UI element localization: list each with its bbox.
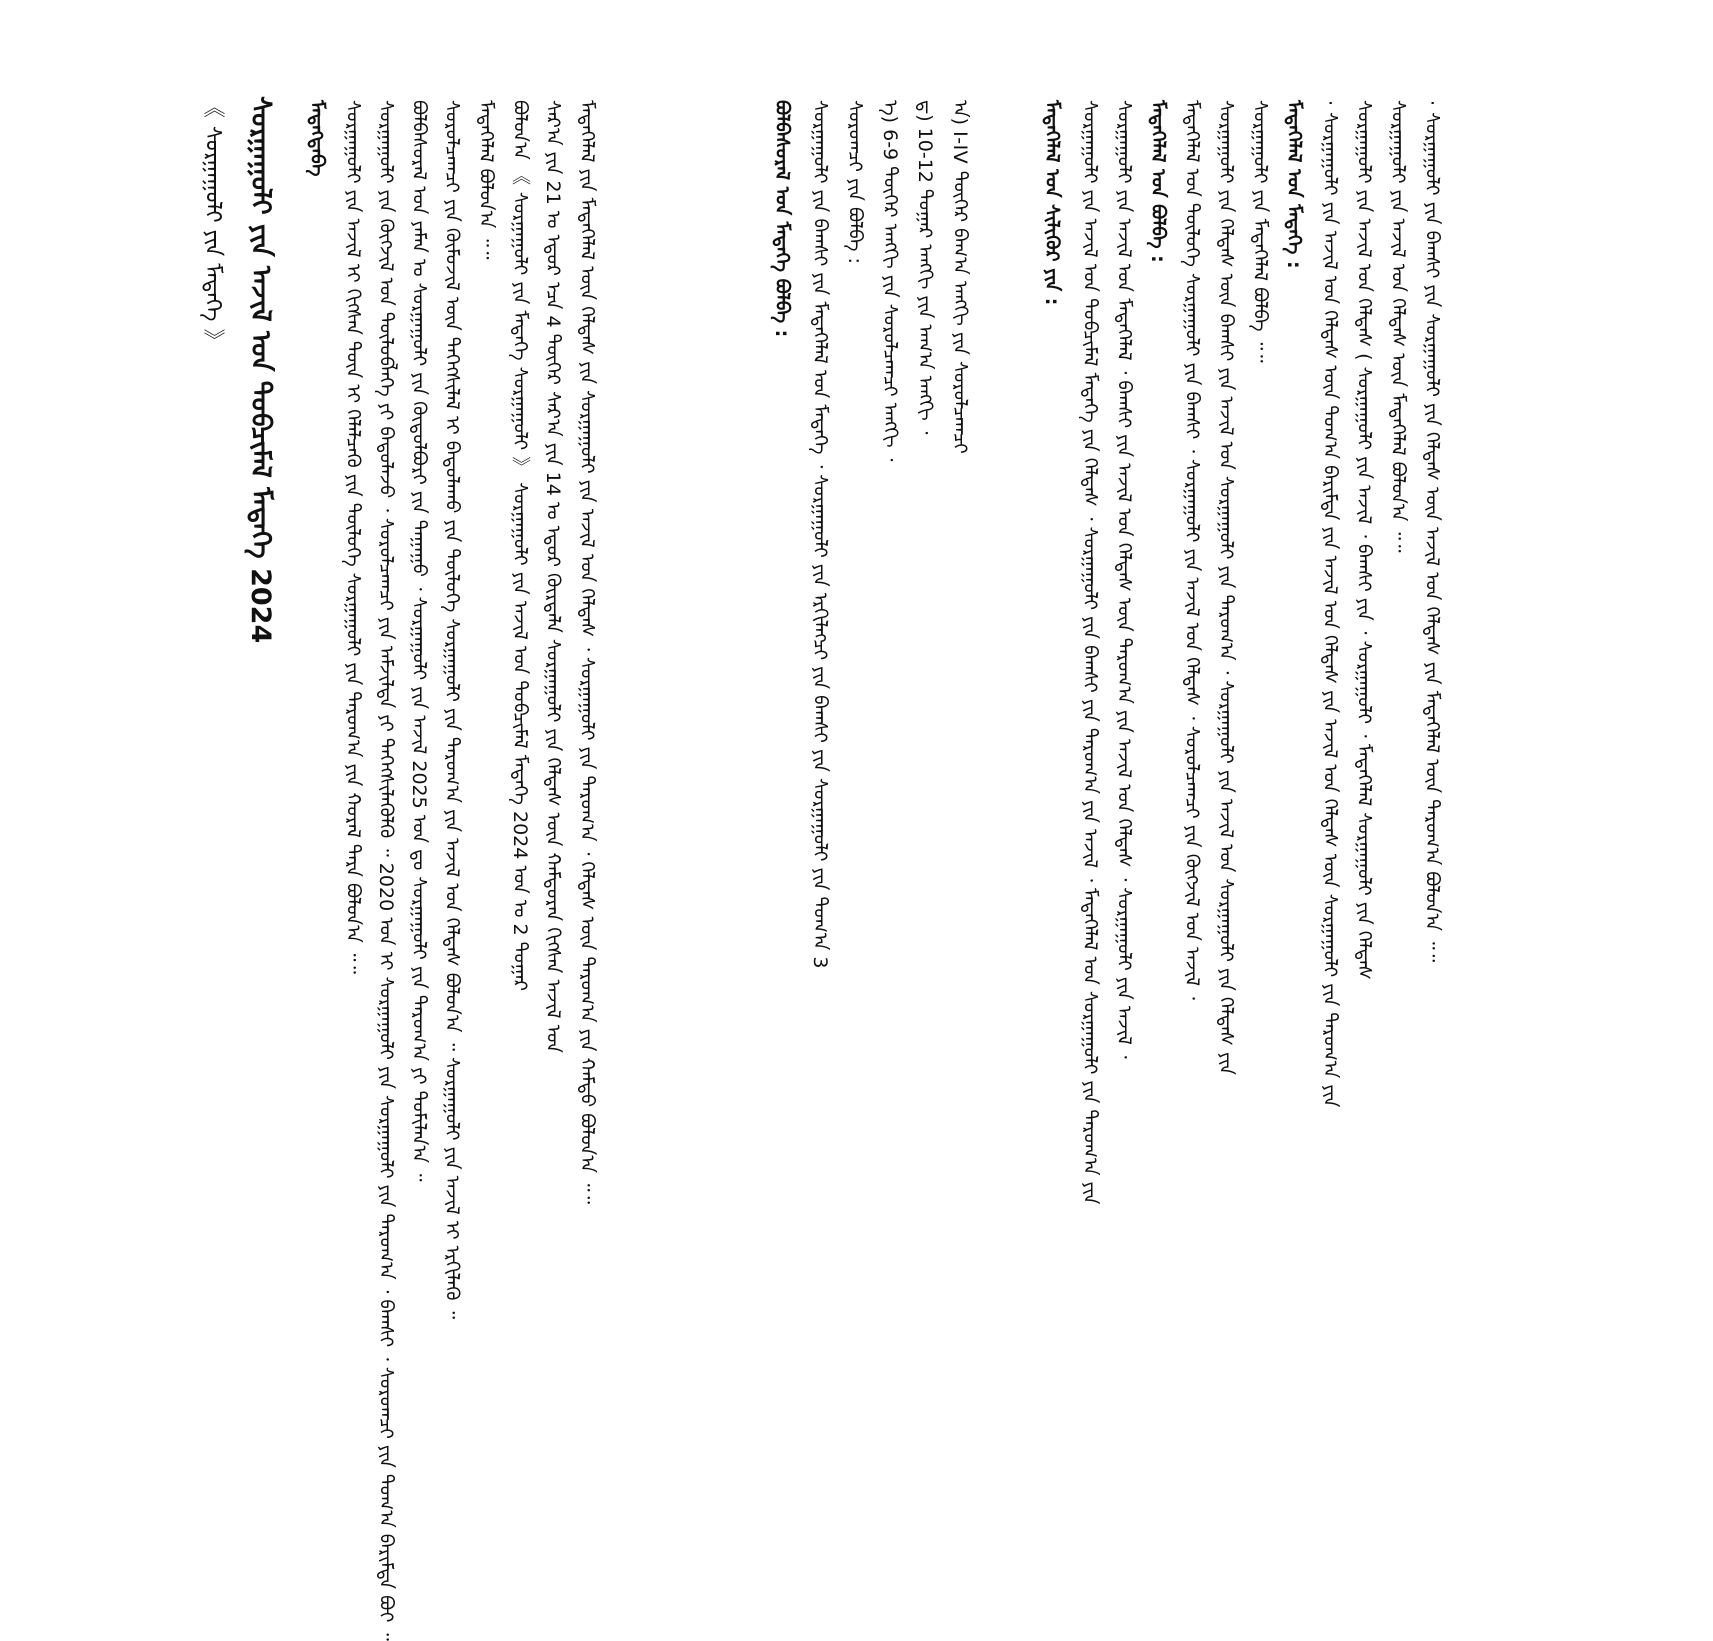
body-column: · ᠰᠤᠷᠭᠠᠭᠤᠯᠢ ᠶᠢᠨ ᠠᠵᠢᠯ ᠤᠨ ᠬᠡᠯᠲᠡᠰ ᠦᠨ ᠲᠣᠭ᠎ᠠ ᠪᠠᠷᠢᠮᠲᠠ ᠶᠢᠨ ᠠᠵᠢᠯ ᠤᠨ ᠬᠡᠯᠲᠡᠰ ᠶᠢᠨ ᠠᠵᠢᠯ ᠤᠨ ᠬᠡᠯᠲᠡᠰ ᠦᠨ ᠰᠤᠷᠭᠠᠭᠤᠯᠢ ᠶᠢᠨ ᠳᠠᠷᠤᠭ᠎ᠠ ᠶᠢᠨ (1319, 100, 1341, 1108)
body-column: ᠰᠤᠷᠭᠠᠭᠤᠯᠢ ᠶᠢᠨ ᠠᠵᠢᠯ ᠢ ᠬᠢᠭᠰᠡᠨ ᠳᠦᠨ ᠢ ᠬᠡᠯᠡᠯᠴᠡᠬᠦ ᠶᠢᠨ ᠲᠥᠯᠥᠭᠡ ᠰᠤᠷᠭᠠᠭᠤᠯᠢ ᠶᠢᠨ ᠳᠠᠷᠤᠭ᠎ᠠ ᠶᠢᠨ ᠬᠤᠷᠠᠯ ᠲᠡᠷᠡ ᠪᠣᠯᠤᠨ᠎ᠠ ᠃᠃ (342, 100, 364, 974)
body-column: ᠰᠤᠷᠤᠭᠴᠢ ᠶᠢᠨ ᠪᠣᠯᠪᠠ : (844, 100, 866, 264)
body-column: ᠰᠤᠷᠭᠠᠭᠤᠯᠢ ᠶᠢᠨ ᠮᠡᠳᠡᠭᠡᠯᠡᠯ ᠪᠣᠯᠪᠠ ᠃᠃ (1249, 100, 1271, 363)
list-item: ᠳ) 10-12 ᠳᠤᠭᠠᠷ ᠠᠩᠭᠢ ᠶᠢᠨ ᠠᠬ᠎ᠠ ᠠᠩᠭᠢ ᠂ (914, 100, 936, 435)
body-column: ᠮᠡᠳᠡᠭᠡᠯᠡᠯ ᠪᠣᠯᠤᠨ᠎ᠠ ᠃᠃ (475, 100, 497, 260)
body-column: ᠰᠠᠷ᠎ᠠ ᠶᠢᠨ 21 ᠤ ᠡᠳᠦᠷ ᠡᠴᠡ 4 ᠳᠦᠭᠡᠷ ᠰᠠᠷ᠎ᠠ ᠶᠢᠨ 14 ᠤ ᠡᠳᠦᠷ ᠬᠦᠷᠲᠡᠯᠡ ᠰᠤᠷᠭᠠᠭᠤᠯᠢ ᠶᠢᠨ ᠬᠡᠯᠲᠡᠰ ᠦᠨ ᠬᠠᠮᠲᠤᠷᠠᠨ ᠬᠢᠭᠰᠡᠨ ᠠᠵᠢᠯ ᠤᠨ (542, 100, 564, 1053)
body-column: ᠪᠣᠯᠪᠠᠰᠤᠷᠠᠯ ᠤᠨ ᠶᠠᠮᠠᠨ ᠤ ᠰᠤᠷᠭᠠᠭᠤᠯᠢ ᠶᠢᠨ ᠬᠥᠲᠦᠯᠪᠦᠷᠢ ᠶᠢᠨ ᠳᠠᠭᠠᠭᠤ ᠂ ᠰᠤᠷᠭᠠᠭᠤᠯᠢ ᠶᠢᠨ ᠠᠵᠢᠯ 2025 ᠣᠨ ᠳᠤ ᠰᠤᠷᠭᠠᠭᠤᠯᠢ ᠶᠢᠨ ᠳᠠᠷᠤᠭ᠎ᠠ ᠶᠢ ᠲᠣᠮᠢᠯᠠᠨ᠎ᠠ ᠃ (408, 100, 430, 1182)
section-heading: ᠪᠣᠯᠪᠠᠰᠤᠷᠠᠯ ᠤᠨ ᠮᠡᠳᠡᠭᠡ ᠪᠣᠯᠪᠠ : (771, 100, 793, 338)
body-column: ᠮᠡᠳᠡᠭᠡᠯᠡᠯ ᠤᠨ ᠲᠥᠯᠥᠭᠡ ᠰᠤᠷᠭᠠᠭᠤᠯᠢ ᠶᠢᠨ ᠪᠠᠭᠰᠢ ᠂ ᠰᠤᠷᠭᠠᠭᠤᠯᠢ ᠶᠢᠨ ᠠᠵᠢᠯ ᠤᠨ ᠬᠡᠯᠲᠡᠰ ᠂ ᠰᠤᠷᠤᠯᠴᠠᠭᠴᠢ ᠶᠢᠨ ᠬᠥᠭᠵᠢᠯ ᠤᠨ ᠠᠵᠢᠯ ᠂ (1181, 100, 1203, 1000)
document-title: ᠰᠤᠷᠭᠠᠭᠤᠯᠢ ᠶᠢᠨ ᠠᠵᠢᠯ ᠤᠨ ᠲᠣᠪᠴᠢᠮᠠᠯ ᠮᠡᠳᠡᠭᠡ 2024 (245, 96, 276, 644)
body-column: ᠰᠤᠷᠭᠠᠭᠤᠯᠢ ᠶᠢᠨ ᠠᠵᠢᠯ ᠤᠨ ᠲᠣᠪᠴᠢᠮᠠᠯ ᠮᠡᠳᠡᠭᠡ ᠶᠢᠨ ᠬᠡᠯᠲᠡᠰ ᠂ ᠰᠤᠷᠭᠠᠭᠤᠯᠢ ᠶᠢᠨ ᠪᠠᠭᠰᠢ ᠶᠢᠨ ᠳᠠᠷᠤᠭ᠎ᠠ ᠶᠢᠨ ᠠᠵᠢᠯ ᠂ ᠮᠡᠳᠡᠭᠡᠯᠡᠯ ᠤᠨ ᠰᠤᠷᠭᠠᠭᠤᠯᠢ ᠶᠢᠨ ᠳᠠᠷᠤᠭ᠎ᠠ ᠶᠢᠨ (1079, 100, 1101, 1205)
body-column: ᠰᠤᠷᠭᠠᠭᠤᠯᠢ ᠶᠢᠨ ᠬᠥᠭᠵᠢᠯ ᠤᠨ ᠲᠥᠯᠥᠪᠯᠡᠭᠡ ᠶᠢ ᠪᠠᠲᠤᠯᠠᠵᠤ ᠂ ᠰᠤᠷᠤᠯᠴᠠᠭᠴᠢ ᠶᠢᠨ ᠠᠮᠵᠢᠯᠲᠠ ᠶᠢ ᠳᠡᠭᠡᠭᠰᠢᠯᠡᠭᠦᠯᠬᠦ ᠃ 2020 ᠣᠨ ᠢ ᠰᠤᠷᠭᠠᠭᠤᠯᠢ ᠶᠢᠨ ᠰᠤᠷᠭᠠᠭᠤᠯᠢ ᠶᠢᠨ ᠳᠠᠷᠤᠭ᠎ᠠ ᠂ ᠪᠠᠭᠰᠢ ᠂ ᠰᠤᠷᠤᠭᠴᠢ ᠶᠢᠨ ᠲᠣᠭ᠎ᠠ ᠪᠠᠷᠢᠮᠲᠠ ᠪᠤᠢ ᠃ (375, 100, 397, 1641)
section-heading: ᠮᠡᠳᠡᠭᠡᠯᠡᠯ ᠤᠨ ᠪᠣᠯᠪᠠ : (1147, 100, 1169, 263)
list-item: ᠠ) I-IV ᠳᠦᠭᠡᠷ ᠪᠠᠭ᠎ᠠ ᠠᠩᠭᠢ ᠶᠢᠨ ᠰᠤᠷᠤᠯᠴᠠᠭᠴᠢ (949, 100, 971, 454)
list-item: ᠡ) 6-9 ᠳᠦᠭᠡᠷ ᠠᠩᠭᠢ ᠶᠢᠨ ᠰᠤᠷᠤᠯᠴᠠᠭᠴᠢ ᠠᠩᠭᠢ ᠂ (879, 100, 901, 462)
body-column: ᠮᠡᠳᠡᠭᠡᠯᠡᠯ ᠶᠢᠨ ᠮᠡᠳᠡᠭᠡᠯᠡᠯ ᠦᠨ ᠬᠡᠯᠲᠡᠰ ᠶᠢᠨ ᠰᠤᠷᠭᠠᠭᠤᠯᠢ ᠶᠢᠨ ᠠᠵᠢᠯ ᠤᠨ ᠬᠡᠯᠲᠡᠰ ᠂ ᠰᠤᠷᠭᠠᠭᠤᠯᠢ ᠶᠢᠨ ᠳᠠᠷᠤᠭ᠎ᠠ ᠂ ᠬᠡᠯᠲᠡᠰ ᠦᠨ ᠳᠠᠷᠤᠭ᠎ᠠ ᠶᠢᠨ ᠬᠠᠮᠲᠤ ᠪᠣᠯᠤᠨ᠎ᠠ ᠃᠃ (576, 100, 598, 1204)
section-heading: ᠮᠡᠳᠡᠭᠡᠯᠡᠯ ᠤᠨ ᠰᠢᠯᠢᠭᠦᠷ ᠶᠢᠨ : (1041, 100, 1063, 306)
body-column: ᠰᠤᠷᠭᠠᠭᠤᠯᠢ ᠶᠢᠨ ᠪᠠᠭᠰᠢ ᠶᠢᠨ ᠮᠡᠳᠡᠭᠡᠯᠡᠯ ᠤᠨ ᠮᠡᠳᠡᠭᠡ ᠂ ᠰᠤᠷᠭᠠᠭᠤᠯᠢ ᠶᠢᠨ ᠡᠷᠬᠢᠯᠡᠭᠴᠢ ᠶᠢᠨ ᠪᠠᠭᠰᠢ ᠶᠢᠨ ᠰᠤᠷᠭᠠᠭᠤᠯᠢ ᠶᠢᠨ ᠲᠣᠭ᠎ᠠ 3 (809, 100, 831, 969)
section-heading: ᠮᠡᠳᠡᠭᠡᠯᠡᠯ ᠤᠨ ᠮᠡᠳᠡᠭᠡ : (1283, 100, 1305, 269)
body-column: ᠮᠡᠳᠡᠭᠳᠡᠪᠡ (306, 100, 328, 177)
body-column: ᠰᠤᠷᠭᠠᠭᠤᠯᠢ ᠶᠢᠨ ᠠᠵᠢᠯ ᠤᠨ ᠬᠡᠯᠲᠡᠰ ( ᠰᠤᠷᠭᠠᠭᠤᠯᠢ ᠶᠢᠨ ᠠᠵᠢᠯ ᠂ ᠪᠠᠭᠰᠢ ᠶᠢᠨ ᠂ ᠰᠤᠷᠭᠠᠭᠤᠯᠢ ᠂ ᠮᠡᠳᠡᠭᠡᠯᠡᠯ ᠰᠤᠷᠭᠠᠭᠤᠯᠢ ᠶᠢᠨ ᠬᠡᠯᠲᠡᠰ (1353, 100, 1375, 980)
body-column: · ᠰᠤᠷᠭᠠᠭᠤᠯᠢ ᠶᠢᠨ ᠪᠠᠭᠰᠢ ᠶᠢᠨ ᠰᠤᠷᠭᠠᠭᠤᠯᠢ ᠶᠢᠨ ᠬᠡᠯᠲᠡᠰ ᠦᠨ ᠠᠵᠢᠯ ᠤᠨ ᠬᠡᠯᠲᠡᠰ ᠶᠢᠨ ᠮᠡᠳᠡᠭᠡᠯᠡᠯ ᠦᠨ ᠳᠠᠷᠤᠭ᠎ᠠ ᠪᠣᠯᠤᠨ᠎ᠠ ᠃᠃ (1421, 100, 1443, 963)
body-column: ᠰᠤᠷᠭᠠᠭᠤᠯᠢ ᠶᠢᠨ ᠬᠡᠯᠲᠡᠰ ᠦᠨ ᠪᠠᠭᠰᠢ ᠶᠢᠨ ᠠᠵᠢᠯ ᠤᠨ ᠰᠤᠷᠭᠠᠭᠤᠯᠢ ᠶᠢᠨ ᠳᠠᠷᠤᠭ᠎ᠠ ᠂ ᠰᠤᠷᠭᠠᠭᠤᠯᠢ ᠶᠢᠨ ᠠᠵᠢᠯ ᠤᠨ ᠰᠤᠷᠭᠠᠭᠤᠯᠢ ᠶᠢᠨ ᠬᠡᠯᠲᠡᠰ ᠶᠢᠨ (1215, 100, 1237, 1075)
body-column: ᠰᠤᠷᠭᠠᠭᠤᠯᠢ ᠶᠢᠨ ᠠᠵᠢᠯ ᠤᠨ ᠬᠡᠯᠲᠡᠰ ᠦᠨ ᠮᠡᠳᠡᠭᠡᠯᠡᠯ ᠪᠣᠯᠤᠨ᠎ᠠ ᠃᠃ (1387, 100, 1409, 553)
body-column: ᠰᠤᠷᠤᠯᠴᠠᠭᠴᠢ ᠶᠢᠨ ᠬᠦᠮᠦᠵᠢᠯ ᠦᠨ ᠳᠡᠭᠡᠭᠰᠢᠯᠡᠯ ᠢ ᠪᠠᠲᠤᠯᠠᠬᠤ ᠶᠢᠨ ᠲᠥᠯᠥᠭᠡ ᠰᠤᠷᠭᠠᠭᠤᠯᠢ ᠶᠢᠨ ᠳᠠᠷᠤᠭ᠎ᠠ ᠶᠢᠨ ᠠᠵᠢᠯ ᠤᠨ ᠬᠡᠯᠲᠡᠰ ᠪᠣᠯᠤᠨ᠎ᠠ ᠃ ᠰᠤᠷᠭᠠᠭᠤᠯᠢ ᠶᠢᠨ ᠠᠵᠢᠯ ᠢ ᠡᠷᠬᠢᠯᠡᠬᠦ ᠃ (441, 100, 463, 1320)
body-column: ᠪᠣᠯᠤᠨ᠎ᠠ 《 ᠰᠤᠷᠭᠠᠭᠤᠯᠢ ᠶᠢᠨ ᠮᠡᠳᠡᠭᠡ ᠰᠤᠷᠭᠠᠭᠤᠯᠢ 》 ᠰᠤᠷᠭᠠᠭᠤᠯᠢ ᠶᠢᠨ ᠠᠵᠢᠯ ᠤᠨ ᠲᠣᠪᠴᠢᠮᠠᠯ ᠮᠡᠳᠡᠭᠡ 2024 ᠣᠨ ᠤ 2 ᠳᠤᠭᠠᠷ (509, 100, 531, 991)
body-column: ᠰᠤᠷᠭᠠᠭᠤᠯᠢ ᠶᠢᠨ ᠠᠵᠢᠯ ᠤᠨ ᠮᠡᠳᠡᠭᠡᠯᠡᠯ ᠂ ᠪᠠᠭᠰᠢ ᠶᠢᠨ ᠠᠵᠢᠯ ᠤᠨ ᠬᠡᠯᠲᠡᠰ ᠦᠨ ᠳᠠᠷᠤᠭ᠎ᠠ ᠶᠢᠨ ᠠᠵᠢᠯ ᠤᠨ ᠬᠡᠯᠲᠡᠰ ᠂ ᠰᠤᠷᠭᠠᠭᠤᠯᠢ ᠶᠢᠨ ᠠᠵᠢᠯ ᠂ (1113, 100, 1135, 1059)
document-subtitle: 《 ᠰᠤᠷᠭᠠᠭᠤᠯᠢ ᠶᠢᠨ ᠮᠡᠳᠡᠭᠡ 》 (200, 96, 225, 351)
